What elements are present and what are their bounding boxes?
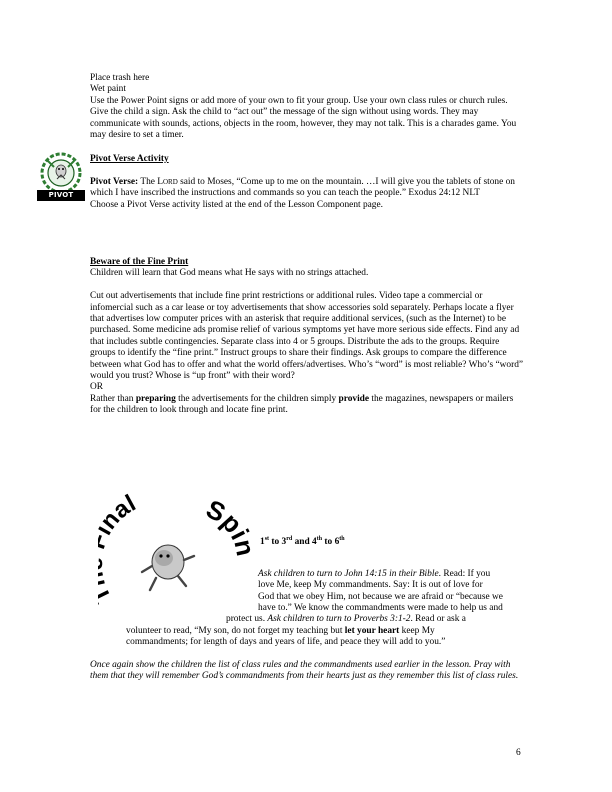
pivot-activity-line: Choose a Pivot Verse activity listed at the end of the Lesson Component page. [90, 199, 383, 210]
grade-1: 1 [260, 537, 265, 548]
pivot-verse-label: Pivot Verse: [90, 176, 139, 187]
alt-text-a: Rather than [90, 393, 136, 404]
alt-bold-provide: provide [338, 393, 370, 404]
final-spin-line-7: commandments; for length of days and years of life, and peace they will add to you.” [126, 637, 446, 647]
fine-print-section [90, 257, 526, 417]
grade-3-suffix: rd [286, 536, 293, 542]
grades-line [260, 534, 345, 549]
fine-print-body: Cut out advertisements that include fine print restrictions or additional rules. Video tape a commercial or infomercial such as a car lease or toy advertisements that show accessories sold separately. Perhaps locate a flyer that advertises low computer prices with an asterisk that require additional services, (such as the Internet) to be purchased. Some medicine ads promise relief of various symptoms yet have more serious side effects. Find any ad that includes subtle contingencies. Separate class into 4 or 5 groups. Distribute the ads to the groups. Require groups to identify the “fine print.” Instruct groups to share their findings. Ask groups to compare the difference between what God has to offer and what the world offers/advertises. Who’s “word” is most reliable? Who’s “word” would you trust? Whose is “up front” with their word? [90, 291, 524, 382]
alt-bold-preparing: preparing [135, 393, 176, 404]
pivot-verse-heading: Pivot Verse Activity [90, 154, 169, 164]
pivot-verse-text [90, 177, 526, 200]
line-6-rest: keep My [399, 626, 435, 636]
fine-print-summary: Children will learn that God means what He says with no strings attached. [90, 268, 369, 279]
pivot-verse-section [90, 154, 526, 211]
verse-text-a: The [138, 176, 158, 187]
line-5-rest: . Read or ask a [410, 614, 466, 624]
proverbs-reference: Ask children to turn to Proverbs 3:1-2 [267, 614, 411, 624]
final-spin-line-4: have to.” We know the commandments were made to help us and [258, 603, 503, 613]
line-6-start: volunteer to read, “My son, do not forget my teaching but [126, 626, 345, 636]
grades-and: and [292, 537, 313, 548]
sign-instructions: Use the Power Point signs or add more of your own to fit your group. Use your own class rules or church rules. Give the child a sign. Ask the child to “act out” the message of the sign without using words. They may communicate with sounds, actions, objects in the room, however, they may not talk. This is a charades game. You may desire to set a timer. [90, 95, 517, 141]
fine-print-alternative [90, 394, 526, 417]
final-spin-logo-word-1: nal [98, 489, 141, 535]
let-your-heart: let your heart [344, 626, 400, 636]
john-reference: Ask children to turn to John 14:15 in their Bible [258, 569, 439, 579]
grade-4-suffix: th [316, 536, 323, 542]
grades-to-2: to [322, 537, 335, 548]
final-spin-line-2: love Me, keep My commandments. Say: It is out of love for [258, 580, 483, 590]
final-spin-line-1 [258, 569, 490, 580]
final-spin-emblem-icon [98, 486, 258, 608]
final-spin-line-6 [126, 626, 435, 637]
grade-4: 4 [312, 537, 317, 548]
wet-paint-line: Wet paint [90, 84, 126, 95]
alt-text-c: the magazines, newspapers or mailers for the children to look through and locate fine print. [90, 393, 514, 416]
line-5-start: protect us. [226, 614, 268, 624]
pivot-verse-logo [36, 151, 86, 210]
lord-word: Lord [157, 176, 178, 187]
or-line: OR [90, 382, 104, 393]
final-spin-logo [98, 486, 258, 608]
grade-3: 3 [281, 537, 287, 548]
top-block [90, 73, 526, 141]
final-spin-line-3: God that we obey Him, not because we are afraid or “because we [258, 592, 503, 602]
closing-paragraph: Once again show the children the list of class rules and the commandments used earlier in the lesson. Pray with them that they will remember God’s commandments from their hearts just as they remember this list of class rules. [90, 660, 519, 682]
fine-print-heading: Beware of the Fine Print [90, 257, 189, 267]
spinning-figure-icon [142, 545, 194, 590]
grade-1-suffix: st [264, 536, 270, 542]
final-spin-line-5 [226, 614, 466, 625]
pivot-verse-logo-text: PIVOT VERSE [47, 191, 75, 210]
trash-line: Place trash here [90, 73, 150, 83]
grade-6-suffix: th [339, 536, 345, 542]
verse-text-b: said to Moses, “Come up to me on the mountain. …I will give you the tablets of stone on which I have inscribed the instructions and commands so you can teach the people.” Exodus 24:12 NLT [90, 176, 515, 199]
page-number: 6 [516, 748, 521, 758]
line-1-rest: . Read: If you [438, 569, 491, 579]
final-spin-logo-word-2: Spin [201, 493, 258, 559]
grade-6: 6 [334, 537, 340, 548]
grades-to-1: to [269, 537, 282, 548]
alt-text-b: the advertisements for the children simply [175, 393, 339, 404]
